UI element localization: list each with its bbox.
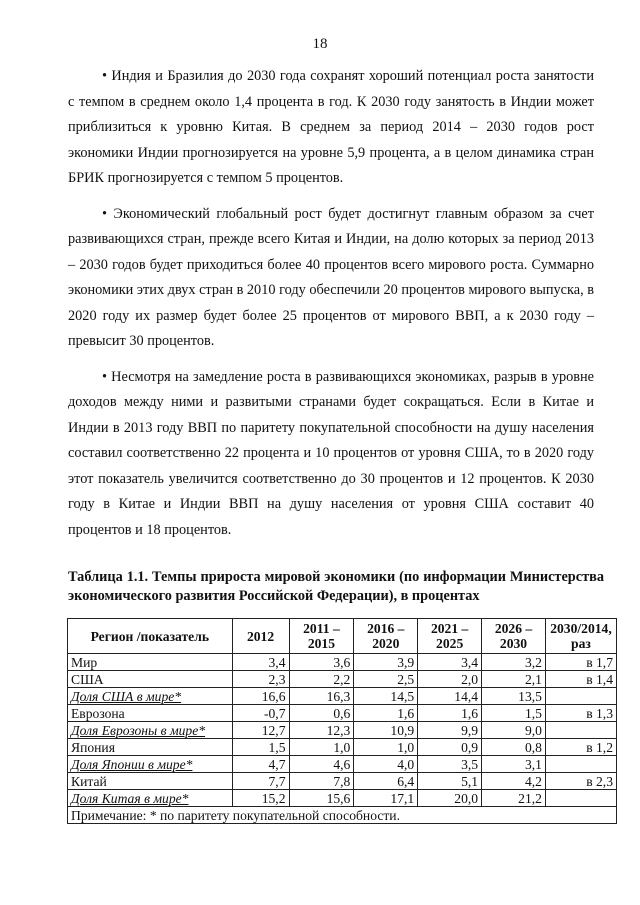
table-cell: 0,6 (289, 705, 354, 722)
paragraph-income-gap: • Несмотря на замедление роста в развивающихся экономиках, разрыв в уровне доходов между ними и развитыми странами будет сокращаться. Если в Китае и Индии в 2013 году ВВП по паритету покупательной способности на душу населения составил соответственно 22 процента и 10 процентов от уровня США, то в 2020 году этот показатель увеличится соответственно до 30 процентов и 12 процентов. К 2030 году в Китае и Индии ВВП на душу населения от уровня США составит 40 процентов и 18 процентов. (68, 368, 594, 538)
column-header: 2030/2014, раз (545, 619, 616, 654)
table-cell: 4,7 (232, 756, 289, 773)
table-cell: 6,4 (354, 773, 418, 790)
table-body (68, 654, 617, 807)
table-cell: 2,0 (418, 671, 482, 688)
table-row (68, 671, 617, 688)
table-cell: 1,5 (482, 705, 546, 722)
table-cell: 3,9 (354, 654, 418, 671)
column-header: 2026 – 2030 (482, 619, 546, 654)
table-cell: 15,6 (289, 790, 354, 807)
table-cell: в 1,2 (545, 739, 616, 756)
table-row (68, 773, 617, 790)
row-label: Доля Еврозоны в мире* (68, 722, 233, 739)
table-cell: 3,4 (418, 654, 482, 671)
table-cell: 12,3 (289, 722, 354, 739)
table-row (68, 722, 617, 739)
row-label: Доля Китая в мире* (68, 790, 233, 807)
page-number: 18 (312, 36, 328, 52)
table-cell: 9,9 (418, 722, 482, 739)
table-row (68, 739, 617, 756)
table-cell (545, 722, 616, 739)
table-cell (545, 688, 616, 705)
table-cell: 15,2 (232, 790, 289, 807)
table-cell: 12,7 (232, 722, 289, 739)
table-cell: 4,0 (354, 756, 418, 773)
table-cell: 1,0 (354, 739, 418, 756)
table-cell: 17,1 (354, 790, 418, 807)
table-cell: 20,0 (418, 790, 482, 807)
table-row (68, 654, 617, 671)
column-header: Регион /показатель (68, 619, 233, 654)
row-label: Еврозона (68, 705, 233, 722)
column-header: 2016 – 2020 (354, 619, 418, 654)
table-cell: 7,8 (289, 773, 354, 790)
table-cell: 1,6 (354, 705, 418, 722)
table-cell: 2,2 (289, 671, 354, 688)
table-cell: 2,1 (482, 671, 546, 688)
table-cell: 13,5 (482, 688, 546, 705)
table-cell: 1,5 (232, 739, 289, 756)
column-header: 2012 (232, 619, 289, 654)
row-label: Мир (68, 654, 233, 671)
table-note-row (68, 807, 617, 824)
row-label: Доля США в мире* (68, 688, 233, 705)
column-header: 2011 – 2015 (289, 619, 354, 654)
table-cell: 4,6 (289, 756, 354, 773)
paragraph-global-growth: • Экономический глобальный рост будет достигнут главным образом за счет развивающихся стран, прежде всего Китая и Индии, на долю которых за период 2013 – 2030 годов будет приходиться более 40 процентов всего мирового роста. Суммарно экономики этих двух стран в 2010 году обеспечили 20 процентов мирового выпуска, в 2020 году их размер будет более 25 процентов от мирового ВВП, а к 2030 году – превысит 30 процентов. (68, 205, 594, 349)
table-cell: 2,5 (354, 671, 418, 688)
table-row (68, 705, 617, 722)
table-row (68, 688, 617, 705)
table-cell: 14,5 (354, 688, 418, 705)
body-text (68, 64, 594, 553)
table-row (68, 756, 617, 773)
row-label: Китай (68, 773, 233, 790)
table-cell: в 1,4 (545, 671, 616, 688)
table-cell: 16,3 (289, 688, 354, 705)
table-cell: 10,9 (354, 722, 418, 739)
table-cell: 4,2 (482, 773, 546, 790)
table-cell: 1,0 (289, 739, 354, 756)
table-cell: 3,1 (482, 756, 546, 773)
row-label: США (68, 671, 233, 688)
table-cell: 14,4 (418, 688, 482, 705)
table-cell: в 1,7 (545, 654, 616, 671)
column-header: 2021 – 2025 (418, 619, 482, 654)
table-row (68, 790, 617, 807)
table-cell: 21,2 (482, 790, 546, 807)
table-cell: 16,6 (232, 688, 289, 705)
table-cell: 3,5 (418, 756, 482, 773)
table-cell: 7,7 (232, 773, 289, 790)
table-header-row (68, 619, 617, 654)
table-cell: 2,3 (232, 671, 289, 688)
table-cell: 0,8 (482, 739, 546, 756)
table-cell (545, 756, 616, 773)
row-label: Доля Японии в мире* (68, 756, 233, 773)
table-cell: -0,7 (232, 705, 289, 722)
table-cell: 1,6 (418, 705, 482, 722)
table-cell: в 2,3 (545, 773, 616, 790)
table-cell: 5,1 (418, 773, 482, 790)
row-label: Япония (68, 739, 233, 756)
table-cell: 3,2 (482, 654, 546, 671)
table-cell: 0,9 (418, 739, 482, 756)
growth-table (67, 618, 617, 824)
paragraph-india-brazil: • Индия и Бразилия до 2030 года сохранят хороший потенциал роста занятости с темпом в среднем около 1,4 процента в год. К 2030 году занятость в Индии может приблизиться к уровню Китая. В среднем за период 2014 – 2030 годов рост экономики Индии прогнозируется на уровне 5,9 процента, а в целом динамика стран БРИК прогнозируется с темпом 5 процентов. (68, 68, 594, 186)
table-cell (545, 790, 616, 807)
table-caption: Таблица 1.1. Темпы прироста мировой экономики (по информации Министерства экономического развития Российской Федерации), в процентах (68, 569, 604, 604)
table-cell: в 1,3 (545, 705, 616, 722)
table-cell: 9,0 (482, 722, 546, 739)
table-cell: 3,6 (289, 654, 354, 671)
table-cell: 3,4 (232, 654, 289, 671)
table-note: Примечание: * по паритету покупательной способности. (68, 807, 617, 824)
